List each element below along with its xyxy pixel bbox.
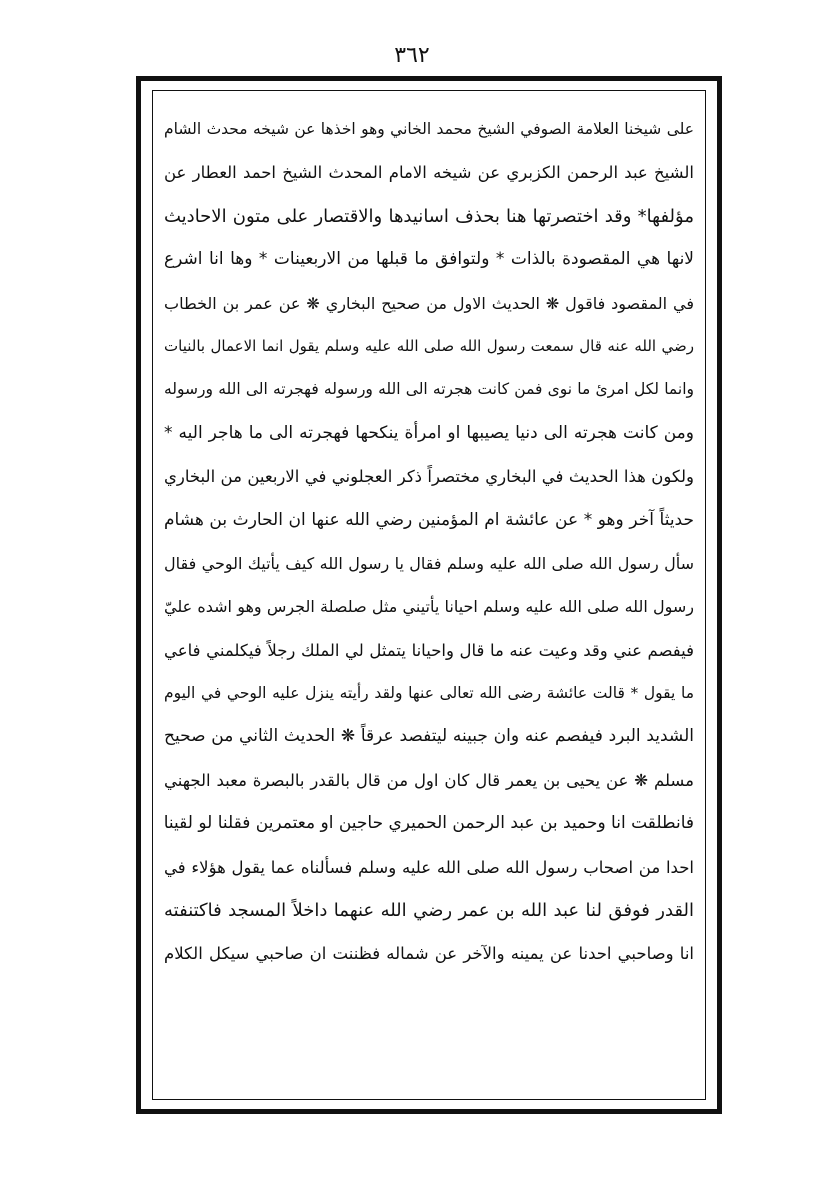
text-line: في المقصود فاقول ❋ الحديث الاول من صحيح البخاري ❋ عن عمر بن الخطاب <box>164 293 694 313</box>
text-line: ما يقول * قالت عائشة رضى الله تعالى عنها ولقد رأيته ينزل عليه الوحي في اليوم <box>164 684 694 703</box>
text-body <box>164 108 694 976</box>
text-line: احدا من اصحاب رسول الله صلى الله عليه وسلم فسألناه عما يقول هؤلاء في <box>164 857 694 877</box>
text-line: القدر فوفق لنا عبد الله بن عمر رضي الله عنهما داخلاً المسجد فاكتنفته <box>164 900 694 922</box>
text-line: انا وصاحبي احدنا عن يمينه والآخر عن شماله فظننت ان صاحبي سيكل الكلام <box>164 944 694 964</box>
text-line: لانها هي المقصودة بالذات * ولتوافق ما قبلها من الاربعينات * وها انا اشرع <box>164 249 694 270</box>
text-line: حديثاً آخر وهو * عن عائشة ام المؤمنين رضي الله عنها ان الحارث بن هشام <box>164 509 694 530</box>
text-line: وانما لكل امرئ ما نوى فمن كانت هجرته الى الله ورسوله فهجرته الى الله ورسوله <box>164 380 694 399</box>
text-line: رضي الله عنه قال سمعت رسول الله صلى الله عليه وسلم يقول انما الاعمال بالنيات <box>164 336 694 355</box>
text-line: سأل رسول الله صلى الله عليه وسلم فقال يا رسول الله كيف يأتيك الوحي فقال <box>164 553 694 573</box>
text-line: فيفصم عني وقد وعيت عنه ما قال واحيانا يتمثل لي الملك رجلاً فيكلمني فاعي <box>164 640 694 660</box>
text-line: فانطلقت انا وحميد بن عبد الرحمن الحميري حاجين او معتمرين فقلنا لو لقينا <box>164 813 694 834</box>
text-line: ولكون هذا الحديث في البخاري مختصراً ذكر العجلوني في الاربعين من البخاري <box>164 467 694 487</box>
text-line: ومن كانت هجرته الى دنيا يصيبها او امرأة ينكحها فهجرته الى ما هاجر اليه * <box>164 422 694 443</box>
page-number: ٣٦٢ <box>394 43 430 68</box>
text-line: الشديد البرد فيفصم عنه وان جبينه ليتفصد عرقاً ❋ الحديث الثاني من صحيح <box>164 726 694 747</box>
text-line: الشيخ عبد الرحمن الكزبري عن شيخه الامام المحدث الشيخ احمد العطار عن <box>164 163 694 183</box>
text-line: رسول الله صلى الله عليه وسلم احيانا يأتيني مثل صلصلة الجرس وهو اشده عليّ <box>164 597 694 617</box>
text-line: على شيخنا العلامة الصوفي الشيخ محمد الخاني وهو اخذها عن شيخه محدث الشام <box>164 120 694 138</box>
text-line: مسلم ❋ عن يحيى بن يعمر قال كان اول من قال بالقدر بالبصرة معبد الجهني <box>164 770 694 790</box>
text-line: مؤلفها* وقد اختصرتها هنا بحذف اسانيدها والاقتصار على متون الاحاديث <box>164 205 694 227</box>
